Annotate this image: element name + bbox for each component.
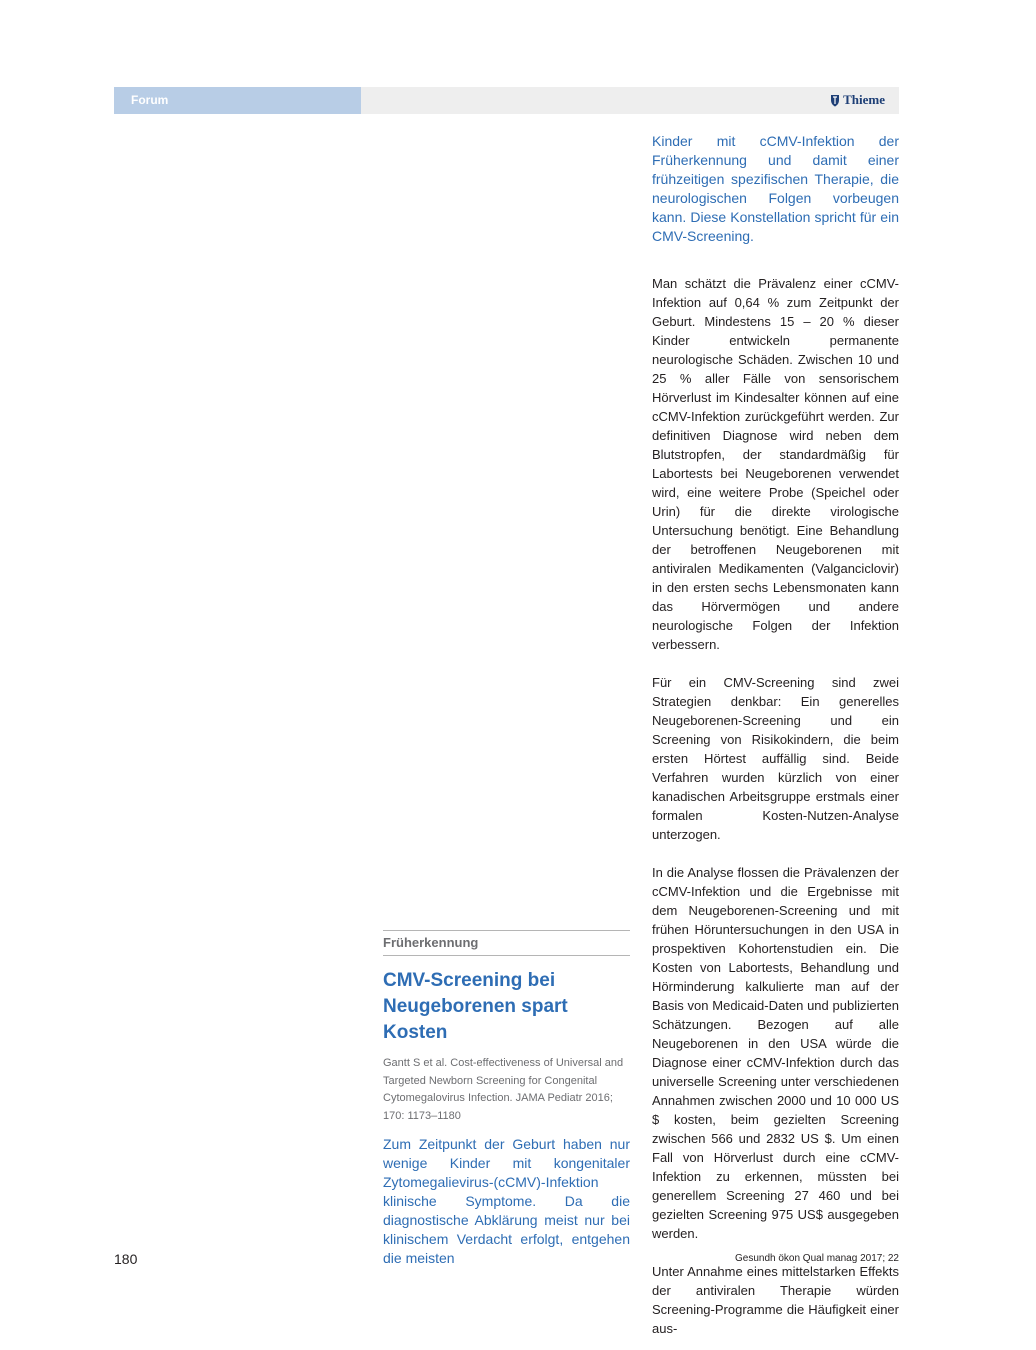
body-paragraph: Unter Annahme eines mittelstarken Effekts der antiviralen Therapie würden Screening-Programme die Häufigkeit einer aus- <box>652 1264 899 1336</box>
article-headline: CMV-Screening bei Neugeborenen spart Kosten <box>383 970 568 1043</box>
thieme-logo-icon <box>830 94 840 107</box>
article-abstract: Zum Zeitpunkt der Geburt haben nur wenige Kinder mit kongenitaler Zytomegalievirus-(cCMV)-Infektion klinische Symptome. Da die diagnostische Abklärung meist nur bei klinischem Verdacht erfolgt, entgehen die meisten <box>383 1136 630 1266</box>
article-section-label: Früherkennung <box>383 935 479 950</box>
publisher-brand <box>830 92 885 108</box>
publisher-name: Thieme <box>843 92 885 107</box>
article-column <box>383 930 630 1268</box>
lead-continuation: Kinder mit cCMV-Infektion der Früherkennung und damit einer frühzeitigen spezifischen Therapie, die neurologischen Folgen vorbeugen kann. Diese Konstellation spricht für ein CMV-Screening. <box>652 133 899 244</box>
body-paragraph: In die Analyse flossen die Prävalenzen der cCMV-Infektion und die Ergebnisse mit dem Neugeborenen-Screening und mit frühen Höruntersuchungen in den USA in prospektiven Kohortenstudien ein. Die Kosten von Labortests, Behandlung und Hörminderung kalkulierte man auf der Basis von Medicaid-Daten und publizierten Schätzungen. Bezogen auf alle Neugeborenen in den USA würde die Diagnose einer cCMV-Infektion durch das universelle Screening unter verschiedenen Annahmen zwischen 2000 und 10 000 US $ kosten, beim gezielten Screening zwischen 566 und 2832 US $. Um einen Fall von Hörverlust durch eine cCMV-Infektion zu erkennen, müssten bei generellem Screening 27 460 und bei gezielten Screening 975 US$ ausgegeben werden. <box>652 865 899 1241</box>
body-paragraph: Für ein CMV-Screening sind zwei Strategien denkbar: Ein generelles Neugeborenen-Screening und ein Screening von Risikokindern, die beim ersten Hörtest auffällig sind. Beide Verfahren wurden kürzlich von einer kanadischen Arbeitsgruppe erstmals einer formalen Kosten-Nutzen-Analyse unterzogen. <box>652 675 899 842</box>
divider <box>383 955 630 956</box>
right-column <box>652 132 899 1338</box>
header-bar <box>361 87 899 114</box>
article-citation: Gantt S et al. Cost-effectiveness of Universal and Targeted Newborn Screening for Congenital Cytomegalovirus Infection. JAMA Pediatr 2016; 170: 1173–1180 <box>383 1057 624 1122</box>
header-section-label: Forum <box>131 93 169 107</box>
header-section-tab <box>114 87 361 114</box>
page-number: 180 <box>114 1251 138 1267</box>
journal-reference: Gesundh ökon Qual manag 2017; 22 <box>734 1253 899 1264</box>
body-paragraph: Man schätzt die Prävalenz einer cCMV-Infektion auf 0,64 % zum Zeitpunkt der Geburt. Mindestens 15 – 20 % dieser Kinder entwickeln permanente neurologische Schäden. Zwischen 10 und 25 % aller Fälle von sensorischem Hörverlust im Kindesalter können auf eine cCMV-Infektion zurückgeführt werden. Zur definitiven Diagnose wird neben dem Blutstropfen, der standardmäßig für Labortests bei Neugeborenen verwendet wird, eine weitere Probe (Speichel oder Urin) für die direkte virologische Untersuchung benötigt. Eine Behandlung der betroffenen Neugeborenen mit antiviralen Medikamenten (Valganciclovir) in den ersten sechs Lebensmonaten kann das Hörvermögen und andere neurologische Folgen der Infektion verbessern. <box>652 276 899 652</box>
